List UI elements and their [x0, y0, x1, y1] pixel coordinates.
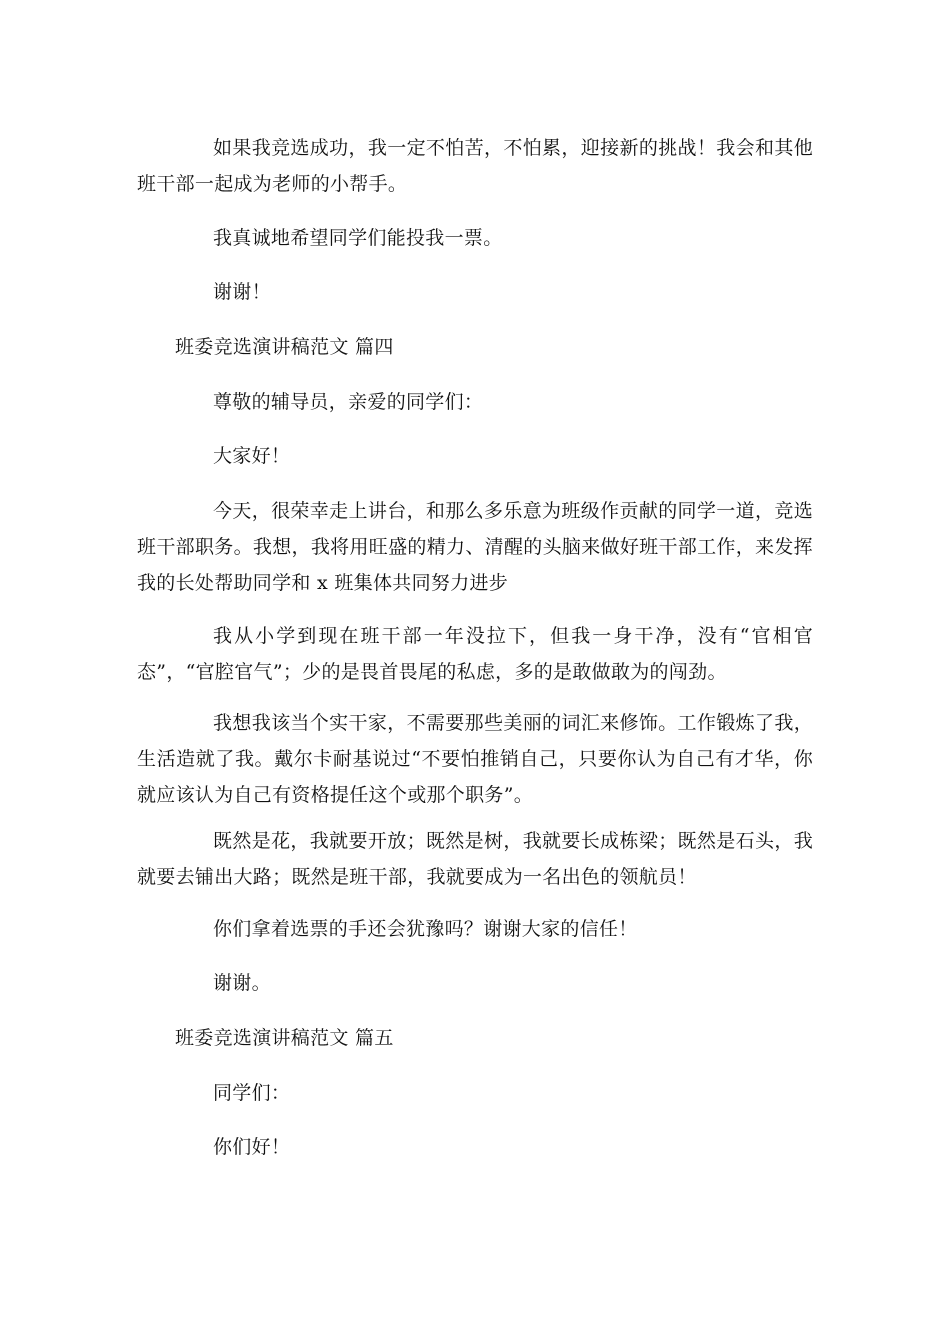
paragraph-greeting-salutation: 尊敬的辅导员，亲爱的同学们：: [213, 391, 484, 413]
paragraph-thanks: 谢谢！: [213, 281, 271, 303]
paragraph-hello: 你们好！: [213, 1136, 291, 1158]
section-heading-part-four: 班委竞选演讲稿范文 篇四: [175, 336, 394, 358]
paragraph-closing-question: 你们拿着选票的手还会犹豫吗？谢谢大家的信任！: [213, 918, 638, 940]
paragraph-campaign-promise: 如果我竞选成功，我一定不怕苦，不怕累，迎接新的挑战！我会和其他班干部一起成为老师的小帮手。: [137, 137, 813, 195]
paragraph-classmates: 同学们：: [213, 1082, 291, 1104]
section-heading-part-five: 班委竞选演讲稿范文 篇五: [175, 1027, 394, 1049]
paragraph-final-thanks: 谢谢。: [213, 972, 271, 994]
paragraph-experience: 我从小学到现在班干部一年没拉下，但我一身干净，没有“官相官态”，“官腔官气”；少的是畏首畏尾的私虑，多的是敢做敢为的闯劲。: [137, 625, 813, 683]
paragraph-introduction: 今天，很荣幸走上讲台，和那么多乐意为班级作贡献的同学一道，竞选班干部职务。我想，我将用旺盛的精力、清醒的头脑来做好班干部工作，来发挥我的长处帮助同学和 x 班集体共同努力进步: [137, 500, 813, 594]
paragraph-hello-everyone: 大家好！: [213, 445, 291, 467]
paragraph-practical-worker: 我想我该当个实干家，不需要那些美丽的词汇来修饰。工作锻炼了我，生活造就了我。戴尔卡耐基说过“不要怕推销自己，只要你认为自己有才华，你就应该认为自己有资格提任这个或那个职务”。: [137, 712, 813, 806]
paragraph-vote-request: 我真诚地希望同学们能投我一票。: [213, 227, 503, 249]
paragraph-metaphors: 既然是花，我就要开放；既然是树，我就要长成栋梁；既然是石头，我就要去铺出大路；既然是班干部，我就要成为一名出色的领航员！: [137, 830, 813, 888]
